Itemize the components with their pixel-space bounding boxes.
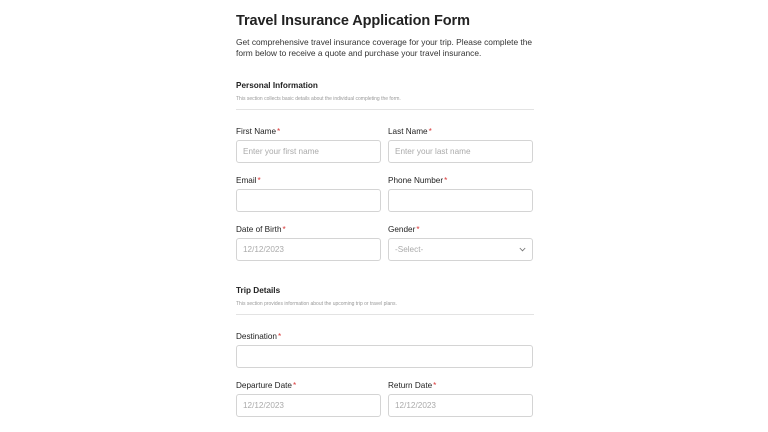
email-label: Email* xyxy=(236,176,261,185)
email-input[interactable] xyxy=(236,189,381,212)
required-marker: * xyxy=(433,381,437,390)
last-name-label: Last Name* xyxy=(388,127,432,136)
required-marker: * xyxy=(282,225,286,234)
section-desc-trip: This section provides information about the upcoming trip or travel plans. xyxy=(236,301,397,307)
departure-date-input[interactable]: 12/12/2023 xyxy=(236,394,381,417)
required-marker: * xyxy=(257,176,261,185)
destination-label: Destination* xyxy=(236,332,282,341)
departure-date-label: Departure Date* xyxy=(236,381,297,390)
page-title: Travel Insurance Application Form xyxy=(236,13,470,29)
phone-input[interactable] xyxy=(388,189,533,212)
first-name-input[interactable]: Enter your first name xyxy=(236,140,381,163)
dob-label: Date of Birth* xyxy=(236,225,286,234)
last-name-input[interactable]: Enter your last name xyxy=(388,140,533,163)
return-date-label: Return Date* xyxy=(388,381,437,390)
required-marker: * xyxy=(428,127,432,136)
section-divider xyxy=(236,314,534,315)
required-marker: * xyxy=(416,225,420,234)
phone-label: Phone Number* xyxy=(388,176,448,185)
first-name-label: First Name* xyxy=(236,127,281,136)
destination-input[interactable] xyxy=(236,345,533,368)
section-title-trip: Trip Details xyxy=(236,286,281,295)
form-intro: Get comprehensive travel insurance coverage for your trip. Please complete the form below to receive a quote and purchase your travel insurance. xyxy=(236,37,533,58)
section-title-personal: Personal Information xyxy=(236,81,318,90)
return-date-input[interactable]: 12/12/2023 xyxy=(388,394,533,417)
required-marker: * xyxy=(444,176,448,185)
required-marker: * xyxy=(292,381,297,390)
chevron-down-icon xyxy=(519,247,526,252)
section-divider xyxy=(236,109,534,110)
required-marker: * xyxy=(277,127,281,136)
required-marker: * xyxy=(277,332,282,341)
section-desc-personal: This section collects basic details about the individual completing the form. xyxy=(236,96,401,102)
dob-input[interactable]: 12/12/2023 xyxy=(236,238,381,261)
gender-label: Gender* xyxy=(388,225,420,234)
gender-select[interactable]: -Select- xyxy=(388,238,533,261)
